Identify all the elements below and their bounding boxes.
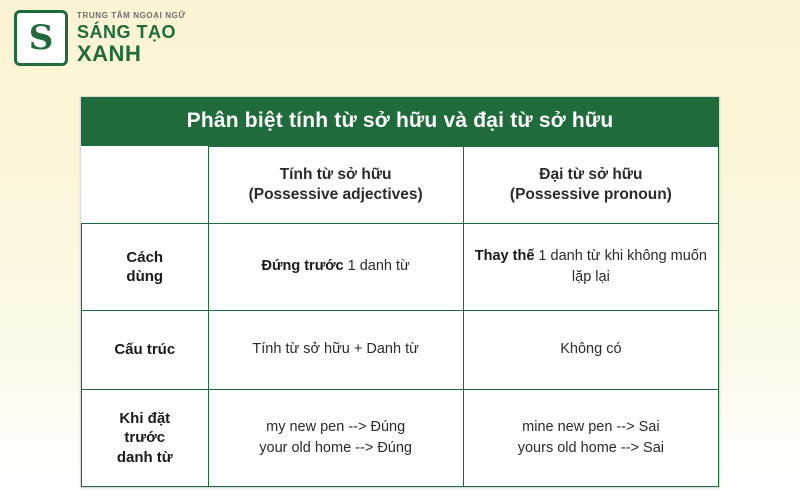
cell-before-noun-pronoun [463, 390, 718, 487]
cell-adj-example-2: your old home --> Đúng [259, 440, 412, 456]
cell-before-noun-adjective [208, 390, 463, 487]
cell-adj-example-1: my new pen --> Đúng [266, 418, 406, 435]
cell-structure-pronoun: Không có [463, 311, 718, 390]
table-row [82, 390, 719, 487]
cell-pro-example-1: mine new pen --> Sai [522, 418, 660, 435]
header-possessive-pronoun [463, 147, 718, 224]
comparison-table [81, 146, 719, 487]
brand-logo [14, 10, 186, 66]
card-title: Phân biệt tính từ sở hữu và đại từ sở hữu [81, 97, 719, 146]
cell-pro-example-2: yours old home --> Sai [517, 440, 665, 456]
comparison-card [80, 96, 720, 488]
logo-mark-icon [14, 10, 68, 66]
row-label-line1: Cách [126, 248, 164, 266]
brand-text [77, 12, 186, 65]
brand-tagline: TRUNG TÂM NGOẠI NGỮ [77, 10, 186, 20]
table-row [82, 311, 719, 390]
cell-usage-pronoun [463, 224, 718, 311]
brand-name-line1: SÁNG TẠO [77, 21, 177, 42]
header-adj-line1: Tính từ sở hữu [279, 165, 392, 183]
header-possessive-adjectives [208, 147, 463, 224]
row-label-usage [82, 224, 209, 311]
row-label-line3: danh từ [116, 448, 173, 466]
cell-usage-adjective-rest: 1 danh từ [343, 258, 410, 275]
header-pro-line2: (Possessive pronoun) [509, 186, 672, 203]
logo-letter: S [28, 18, 54, 58]
cell-usage-pronoun-strong: Thay thế [474, 247, 535, 264]
cell-usage-adjective-strong: Đứng trước [261, 258, 344, 275]
cell-usage-adjective [208, 224, 463, 311]
row-label-line2: trước [124, 429, 166, 447]
row-label-before-noun [82, 390, 209, 487]
header-pro-line1: Đại từ sở hữu [539, 165, 643, 183]
header-empty-cell [82, 147, 209, 224]
table-row [82, 224, 719, 311]
row-label-line1: Cấu trúc [114, 341, 176, 359]
table-header-row [82, 147, 719, 224]
cell-structure-adjective: Tính từ sở hữu + Danh từ [208, 311, 463, 390]
row-label-line1: Khi đặt [119, 410, 171, 428]
cell-usage-pronoun-rest: 1 danh từ khi không muốn lặp lại [534, 247, 707, 285]
row-label-structure [82, 311, 209, 390]
header-adj-line2: (Possessive adjectives) [248, 186, 423, 203]
brand-name-line2: XANH [77, 40, 142, 66]
row-label-line2: dùng [126, 268, 164, 285]
